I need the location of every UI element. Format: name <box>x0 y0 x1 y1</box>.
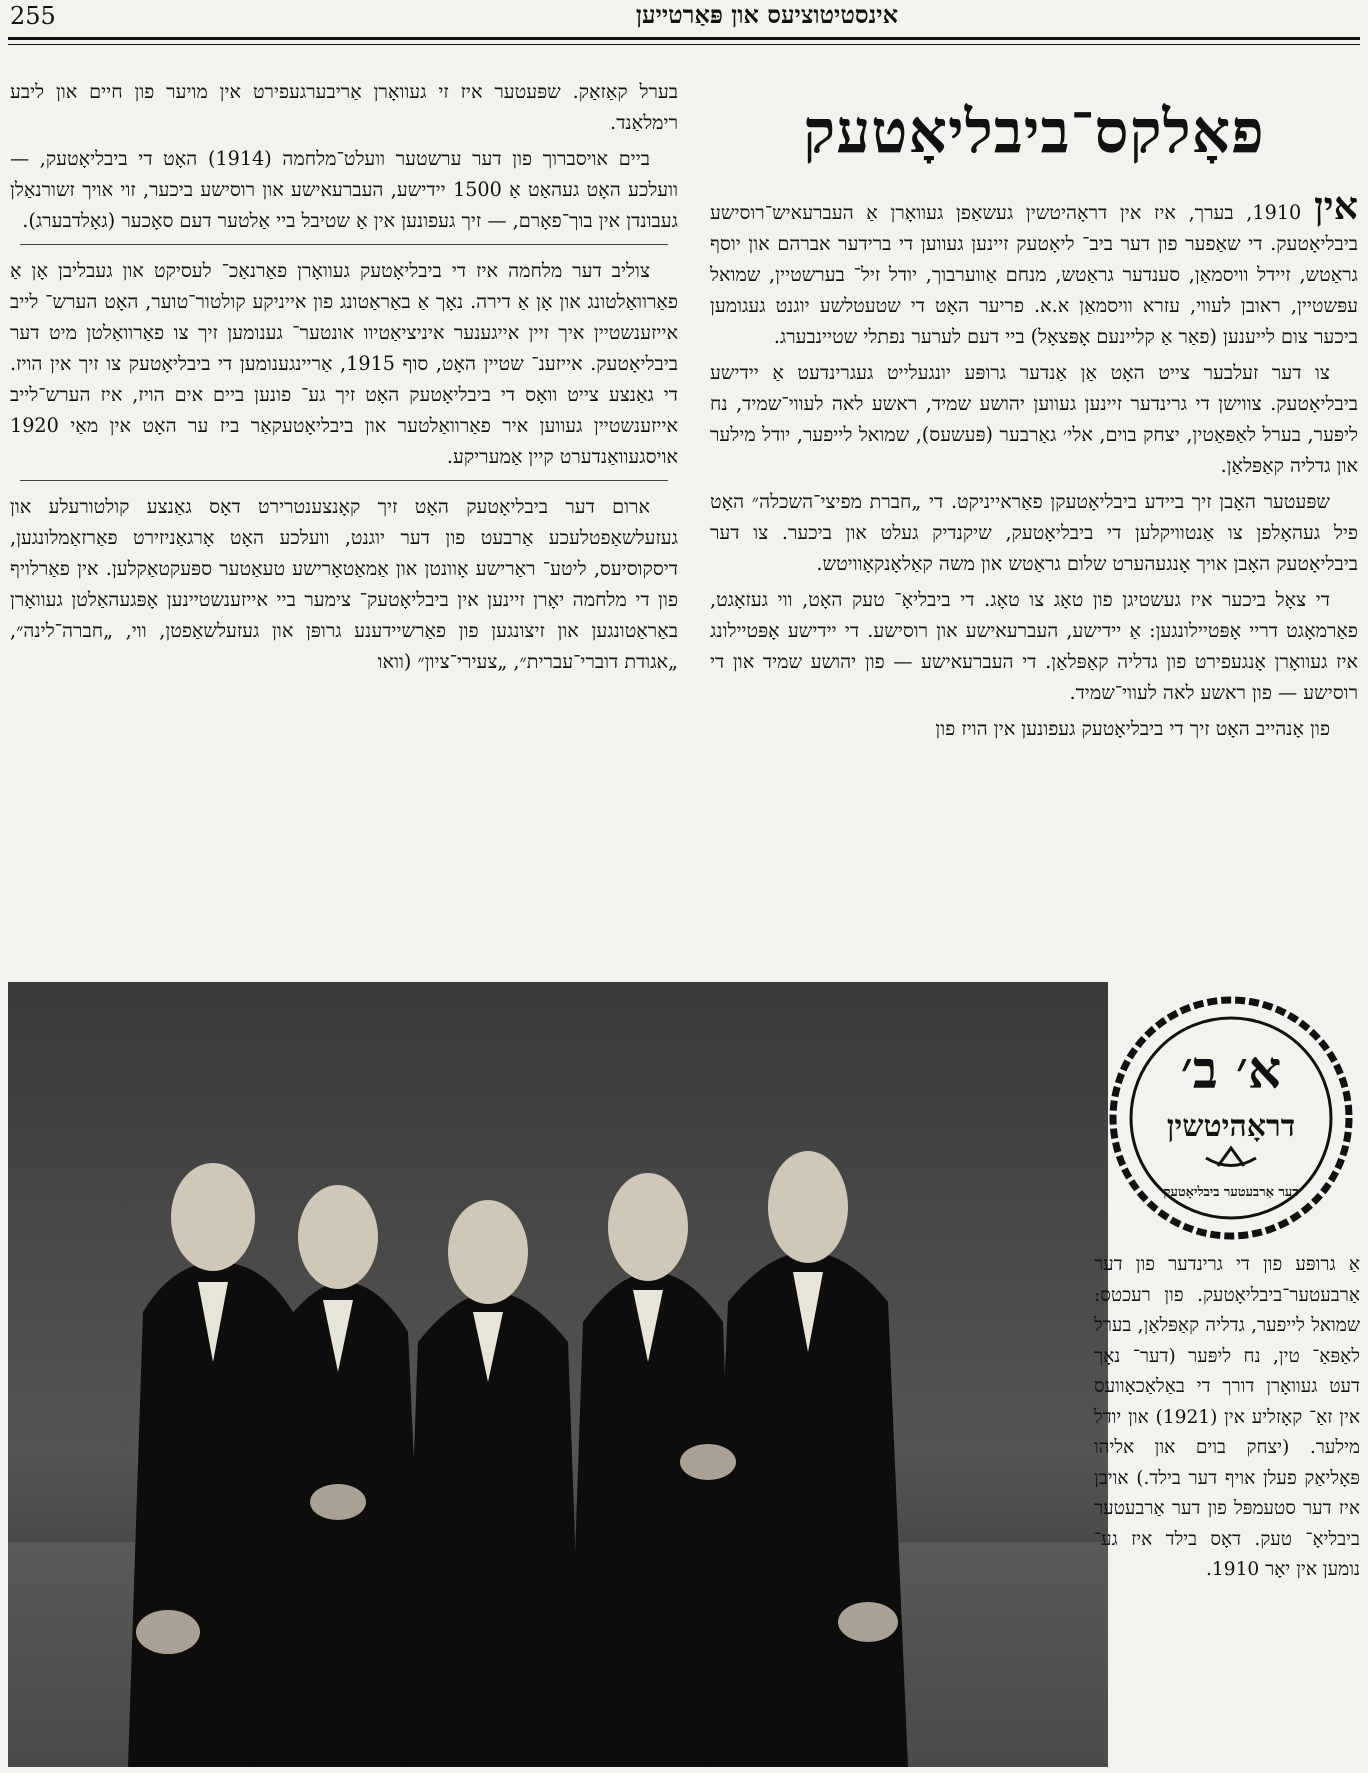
library-stamp <box>1106 988 1356 1248</box>
header-rule-thin <box>8 44 1360 45</box>
left-paragraph-2: ביים אויסברוך פון דער ערשטער וועלט־מלחמה (1914) האָט די ביבליאָטעק, — וועלכע האָט געהאַט אַ 1500 יידישע, העברעאישע און רוסישע ביכער, זוי אויך זשורנאַלן געבונדן אין בוך־פאָרם, — זיך געפונען אין אַ שטיבל ביי אַלטער דעם סאָכער (גאָלדבערג). <box>10 147 678 232</box>
stamp-graphic <box>1106 988 1356 1248</box>
drop-word: אין <box>1313 183 1359 228</box>
right-paragraph-1: אין 1910, בערך, איז אין דראָהיטשין געשאַפן געוואָרן אַ העברעאיש־רוסישע ביבליאָטעק. די שאַפער פון דער ביב־ ליאָטעק זיינען געווען די ברידער אברהם און יוסף גראַטש, זיידל וויסמאַן, סענדער גראַטש, מנחם אַווערבוך, יודל זיל־ בערשטיין, שמואל עפּשטיין, ראובן לעווי, עזרא וויסמאַן א.א. פריער האָט די שטעטלשע יוגנט געגומען ביכער צום לייענען (פאַר אַ קליינעם אָפּצאָל) ביי דעם לערער נפתלי שטיינבערג. <box>710 183 1359 348</box>
group-photo <box>8 982 1108 1767</box>
left-paragraph-4: ארום דער ביבליאָטעק האָט זיך קאָנצענטרירט דאָס גאַנצע קולטורעלע און געזעלשאַפטלעכע אַרבעט פון דער יוגנט, וועלכע האָט אָרגאַניזירט פאַרזאַמלונגען, דיסקוסיעס, ליטע־ ראַרישע אָוונטן און אַמאַטאָרישע טעאַטער ספּעקטאַקלען. אין פאַרלויף פון די מלחמה יאָרן זיינען אין ביבליאָטעק־ צימער ביי אייזענשטיינען אָפּגעהאַלטן געוואָרן באַראַטונגען און זיצונגען פון פאַרשיידענע גרופּן און געזעלשאַפטן, ווי, „חברה־לינה״, „אגודת דוברי־עברית״, „צעירי־ציון״ (וואו <box>10 495 678 673</box>
photo-caption: אַ גרופּע פון די גרינדער פון דער אַרבעטער־ביבליאָטעק. פון רעכטס: שמואל לייפער, גדליה קאַפּלאַן, בערל לאַפּאַ־ טין, נח ליפּער (דער־ נאָך דעט געוואָרן דורך די באַלאַכאָוועס אין זאַ־ קאָזליע אין (1921) און יודל מילער. (יצחק בוים און אליהו פּאָליאַק פעלן אויף דער בילד.) אויבן איז דער סטעמפּל פון דער אַרבעטער ביבליאָ־ טעק. דאָס בילד איז גע־ נומען אין יאָר 1910. <box>1094 1254 1360 1580</box>
left-paragraph-3: צוליב דער מלחמה איז די ביבליאָטעק געוואָרן פאַרנאַכ־ לעסיקט און געבליבן אָן אַ פאַרוואַלטונג און אָן אַ דירה. נאָך אַ באַראַטונג פון אייניקע קולטור־טוער, האָט הערש־ לייב אייזענשטיין איך זיין אייגענער איניציאַטיוו אונטער־ גענומען זיך צו פאַרוואַלטן מיט דער ביבליאָטעק. אייזענ־ שטיין האָט, סוף 1915, אַריינגענומען די ביבליאָטעק צו זיך אין הויז. די גאַנצע צייט וואָס די ביבליאָטעק האָט זיך גע־ פונען ביים אים הויז, איז הערש־לייב אייזענשטיין געווען איר פאַרוואַלטער און ביבליאָטעקאַר ביז ער האָט אין מאַי 1920 אויסגעוואַנדערט קיין אַמעריקע. <box>10 259 678 468</box>
right-paragraph-3: שפּעטער האָבן זיך ביידע ביבליאָטעקן פאַראייניקט. די „חברת מפיצי־השכלה״ האָט פיל געהאָלפן צו אַנטוויקלען די ביבליאָטעק, שיקנדיק געלט און ביכער. צו דער ביבליאָטעק האָבן אויך אָנגעהערט שלום גראַטש און משה קאַלאָנקאָוויטש. <box>710 490 1358 575</box>
article-title: פאָלקס־ביבליאָטעק <box>803 97 1265 167</box>
page-header <box>0 0 1368 40</box>
group-photo-illustration <box>8 982 1108 1767</box>
right-paragraph-4: די צאָל ביכער איז געשטיגן פון טאָג צו טאָג. די ביבליאָ־ טעק האָט, ווי געזאָגט, פאַרמאָגט דריי אָפּטיילונגען: אַ יידישע, העברעאישע און רוסישע. די יידישע אָפּטיילונג איז געוואָרן אָנגעפירט פון גדליה קאַפּלאַן. די העברעאישע — פון יהושע שמיד און די רוסישע — פון ראשע לאה לעווי־שמיד. <box>710 588 1358 704</box>
column-separator <box>20 244 668 245</box>
left-paragraph-1: בערל קאַזאַק. שפּעטער איז זי געוואָרן אַריבערגעפירט אין מויער פון חיים און ליבע רימלאַנד. <box>10 80 678 134</box>
stamp-top-text: א׳ ב׳ <box>1180 1040 1282 1101</box>
right-column <box>710 183 1359 744</box>
header-rule-thick <box>8 37 1360 40</box>
page-number: 255 <box>10 2 56 30</box>
right-paragraph-2: צו דער זעלבער צייט האָט אַן אַנדער גרופּע יונגעלייט געגרינדעט אַ יידישע ביבליאָטעק. צווישן די גרינדער זיינען געווען יהושע שמיד, ראשע לאה לעווי־שמיד, נח ליפּער, בערל לאַפּאַטין, יצחק בוים, אלי׳ גאַרבער (פּעשעס), שמואל לייפער, יודל מילער און גדליה קאַפּלאַן. <box>710 361 1358 477</box>
stamp-middle-text: דראָהיטשין <box>1166 1109 1296 1144</box>
running-title: אינסטיטוציעס און פּאַרטייען <box>635 0 898 29</box>
left-column <box>10 76 678 677</box>
column-separator <box>20 480 668 481</box>
stamp-bottom-text: דער אַרבעטער ביבליאָטעק <box>1163 1185 1299 1200</box>
right-paragraph-5: פון אָנהייב האָט זיך די ביבליאָטעק געפונען אין הויז פון <box>935 717 1330 740</box>
